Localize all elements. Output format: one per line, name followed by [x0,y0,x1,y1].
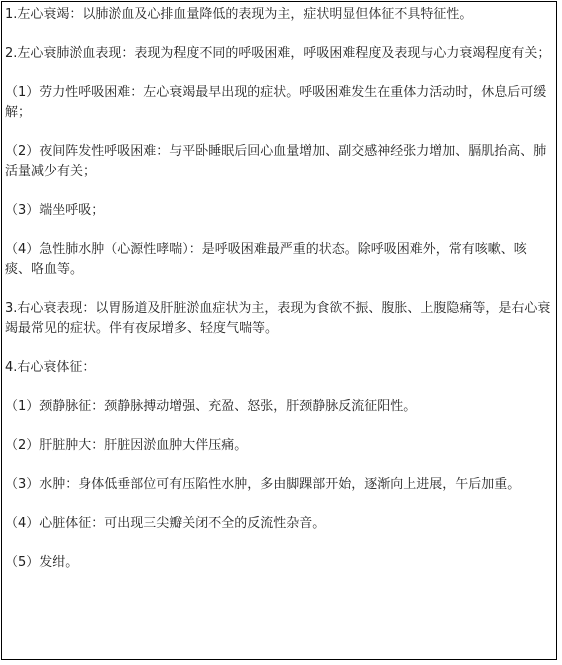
paragraph-right-heart-signs-heading: 4.右心衰体征： [5,360,96,375]
paragraph-exertional-dyspnea: （1）劳力性呼吸困难：左心衰竭最早出现的症状。呼吸困难发生在重体力活动时，休息后可缓解； [5,85,547,120]
paragraph-nocturnal-dyspnea: （2）夜间阵发性呼吸困难：与平卧睡眠后回心血量增加、副交感神经张力增加、膈肌抬高、肺活量减少有关； [5,144,547,179]
document-body [5,5,552,573]
paragraph-orthopnea: （3）端坐呼吸； [5,203,105,218]
paragraph-right-heart-manifestations: 3.右心衰表现：以胃肠道及肝脏淤血症状为主，表现为食欲不振、腹胀、上腹隐痛等，是右心衰竭最常见的症状。伴有夜尿增多、轻度气喘等。 [5,301,551,336]
document-frame [1,1,557,660]
paragraph-jugular-sign: （1）颈静脉征：颈静脉搏动增强、充盈、怒张，肝颈静脉反流征阳性。 [5,399,417,414]
paragraph-left-heart-congestion: 2.左心衰肺淤血表现：表现为程度不同的呼吸困难，呼吸困难程度及表现与心力衰竭程度有关； [5,46,551,61]
paragraph-left-heart-failure: 1.左心衰竭：以肺淤血及心排血量降低的表现为主，症状明显但体征不具特征性。 [5,7,473,22]
paragraph-edema: （3）水肿：身体低垂部位可有压陷性水肿，多由脚踝部开始，逐渐向上进展，午后加重。 [5,477,521,492]
paragraph-cyanosis: （5）发绀。 [5,555,79,570]
paragraph-hepatomegaly: （2）肝脏肿大：肝脏因淤血肿大伴压痛。 [5,438,248,453]
paragraph-acute-pulmonary-edema: （4）急性肺水肿（心源性哮喘）：是呼吸困难最严重的状态。除呼吸困难外，常有咳嗽、咳痰、咯血等。 [5,242,527,277]
paragraph-cardiac-signs: （4）心脏体征：可出现三尖瓣关闭不全的反流性杂音。 [5,516,326,531]
